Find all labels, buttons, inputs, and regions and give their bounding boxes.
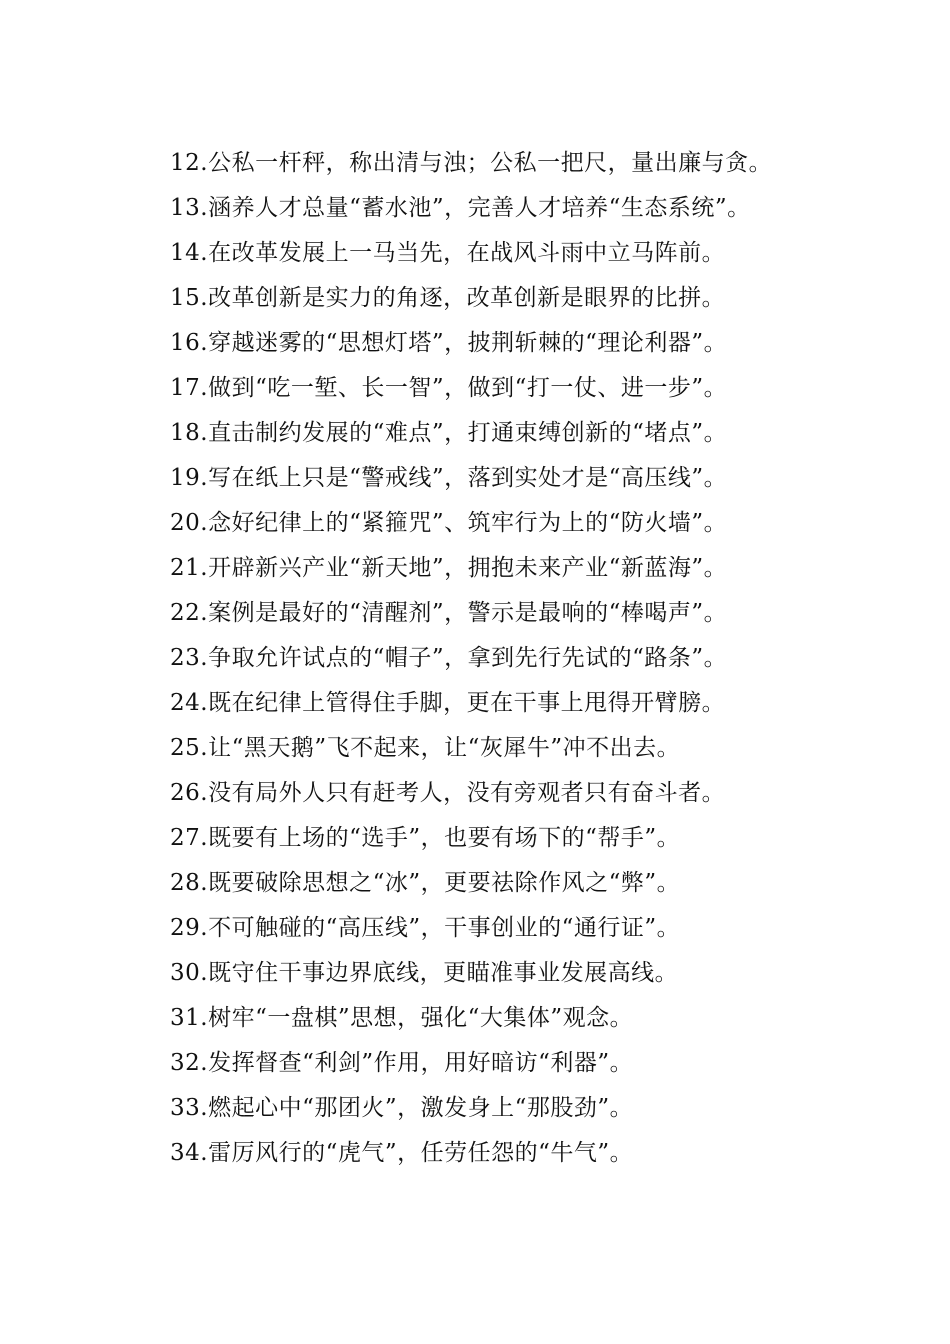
item-text: 写在纸上只是“警戒线”，落到实处才是“高压线”。 (208, 465, 728, 491)
item-text: 公私一杆秤，称出清与浊；公私一把尺，量出廉与贪。 (208, 150, 773, 176)
list-item (170, 730, 910, 775)
item-text: 案例是最好的“清醒剂”，警示是最响的“棒喝声”。 (208, 600, 728, 626)
item-text: 念好纪律上的“紧箍咒”、筑牢行为上的“防火墙”。 (208, 510, 728, 536)
list-item (170, 1045, 910, 1090)
item-text: 发挥督查“利剑”作用，用好暗访“利器”。 (208, 1050, 634, 1076)
item-number: 34. (170, 1140, 209, 1166)
item-number: 24. (170, 690, 209, 716)
list-item (170, 145, 910, 190)
item-number: 21. (170, 555, 209, 581)
item-number: 16. (170, 330, 209, 356)
item-text: 穿越迷雾的“思想灯塔”，披荆斩棘的“理论利器”。 (208, 330, 728, 356)
item-text: 既要破除思想之“冰”，更要祛除作风之“弊”。 (208, 870, 681, 896)
list-item (170, 550, 910, 595)
list-item (170, 595, 910, 640)
item-number: 19. (170, 465, 209, 491)
item-number: 31. (170, 1005, 209, 1031)
item-number: 30. (170, 960, 209, 986)
item-number: 29. (170, 915, 209, 941)
item-text: 雷厉风行的“虎气”，任劳任怨的“牛气”。 (208, 1140, 634, 1166)
item-number: 25. (170, 735, 209, 761)
item-number: 27. (170, 825, 209, 851)
list-item (170, 955, 910, 1000)
item-text: 不可触碰的“高压线”，干事创业的“通行证”。 (208, 915, 681, 941)
item-number: 22. (170, 600, 209, 626)
list-item (170, 190, 910, 235)
list-item (170, 460, 910, 505)
item-number: 33. (170, 1095, 209, 1121)
list-item (170, 505, 910, 550)
list-item (170, 820, 910, 865)
item-number: 20. (170, 510, 209, 536)
list-item (170, 865, 910, 910)
item-text: 争取允许试点的“帽子”，拿到先行先试的“路条”。 (208, 645, 728, 671)
item-text: 改革创新是实力的角逐，改革创新是眼界的比拼。 (208, 285, 726, 311)
item-number: 14. (170, 240, 209, 266)
list-item (170, 1135, 910, 1180)
item-number: 18. (170, 420, 209, 446)
item-text: 树牢“一盘棋”思想，强化“大集体”观念。 (208, 1005, 634, 1031)
item-number: 12. (170, 150, 209, 176)
item-number: 23. (170, 645, 209, 671)
item-number: 28. (170, 870, 209, 896)
item-text: 既要有上场的“选手”，也要有场下的“帮手”。 (208, 825, 681, 851)
list-item (170, 325, 910, 370)
item-number: 17. (170, 375, 209, 401)
item-text: 涵养人才总量“蓄水池”，完善人才培养“生态系统”。 (208, 195, 751, 221)
item-text: 燃起心中“那团火”，激发身上“那股劲”。 (208, 1095, 634, 1121)
item-number: 26. (170, 780, 209, 806)
list-item (170, 685, 910, 730)
item-text: 直击制约发展的“难点”，打通束缚创新的“堵点”。 (208, 420, 728, 446)
item-text: 既在纪律上管得住手脚，更在干事上甩得开臂膀。 (208, 690, 726, 716)
item-number: 13. (170, 195, 209, 221)
item-text: 在改革发展上一马当先，在战风斗雨中立马阵前。 (208, 240, 726, 266)
list-item (170, 1000, 910, 1045)
list-item (170, 235, 910, 280)
item-text: 做到“吃一堑、长一智”，做到“打一仗、进一步”。 (208, 375, 728, 401)
list-item (170, 1090, 910, 1135)
list-item (170, 415, 910, 460)
item-number: 32. (170, 1050, 209, 1076)
item-text: 让“黑天鹅”飞不起来，让“灰犀牛”冲不出去。 (208, 735, 681, 761)
slogan-list (170, 145, 910, 1180)
item-text: 开辟新兴产业“新天地”，拥抱未来产业“新蓝海”。 (208, 555, 728, 581)
list-item (170, 280, 910, 325)
list-item (170, 370, 910, 415)
list-item (170, 910, 910, 955)
list-item (170, 775, 910, 820)
item-number: 15. (170, 285, 209, 311)
item-text: 既守住干事边界底线，更瞄准事业发展高线。 (208, 960, 679, 986)
item-text: 没有局外人只有赶考人，没有旁观者只有奋斗者。 (208, 780, 726, 806)
list-item (170, 640, 910, 685)
